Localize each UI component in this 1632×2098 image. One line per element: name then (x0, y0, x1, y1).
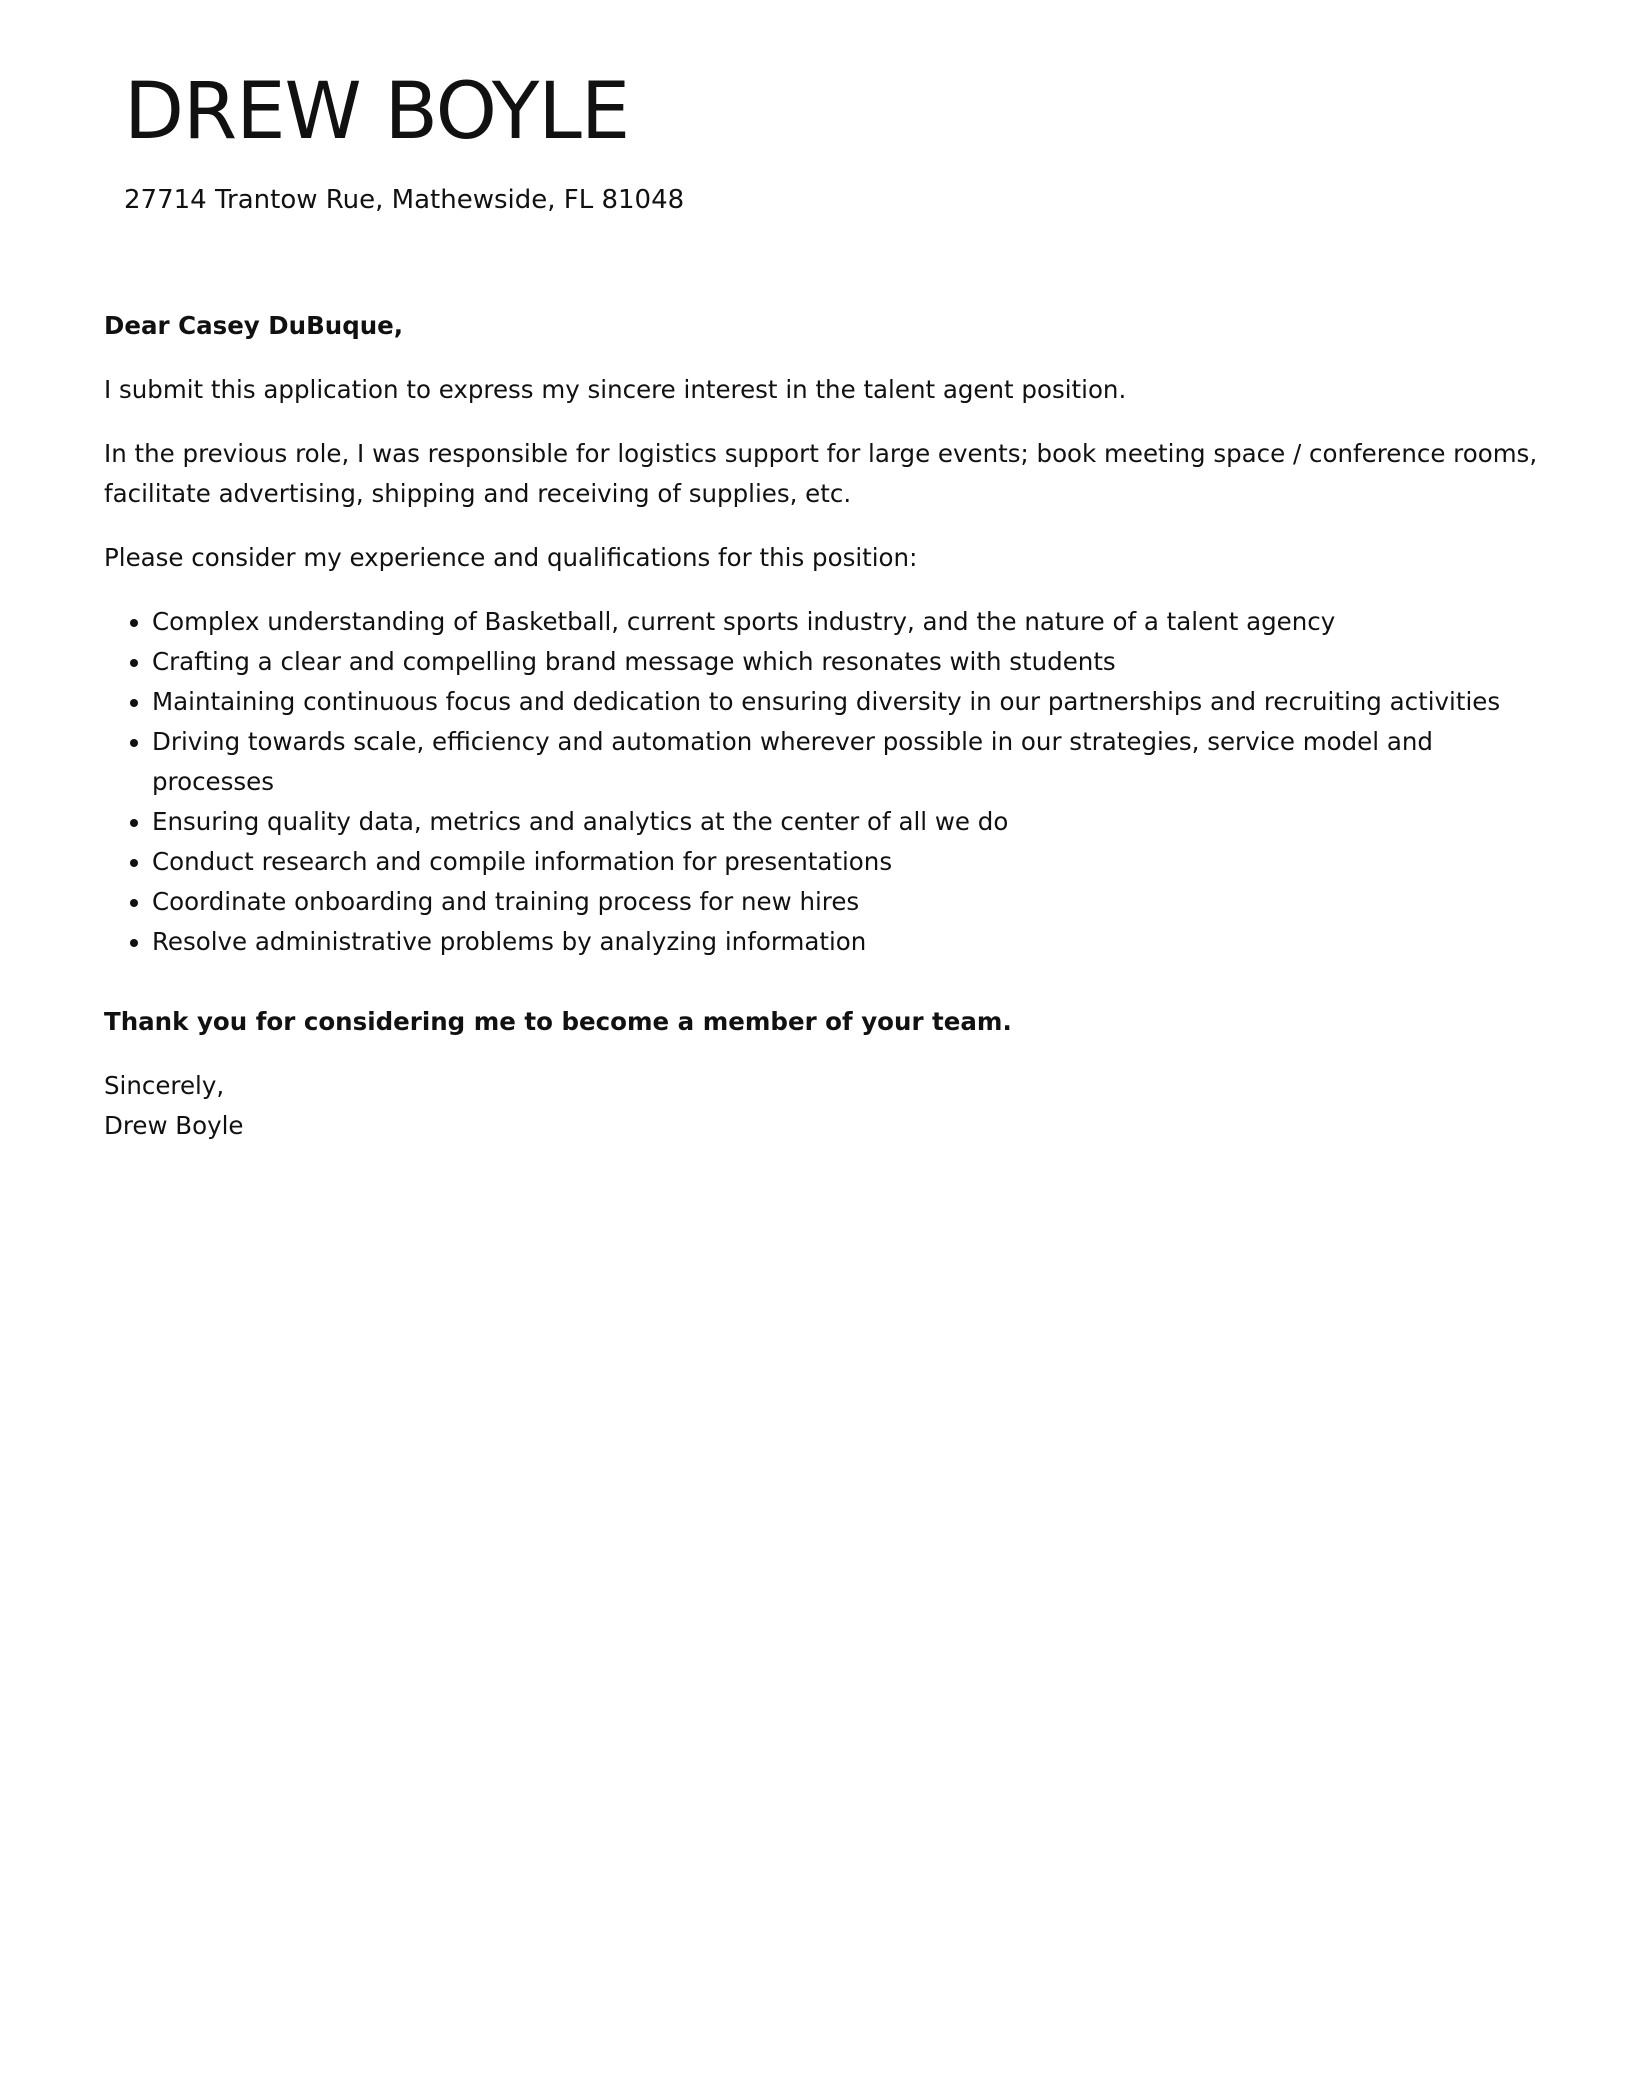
intro-paragraph: I submit this application to express my sincere interest in the talent agent position. (104, 375, 1127, 404)
greeting: Dear Casey DuBuque, (104, 311, 404, 340)
letter-header (124, 67, 685, 218)
list-item: • Crafting a clear and compelling brand message which resonates with students (152, 642, 1544, 682)
list-item: • Maintaining continuous focus and dedication to ensuring diversity in our partnerships and recruiting activities (152, 682, 1544, 722)
list-item: • Resolve administrative problems by analyzing information (152, 922, 1544, 962)
list-item: • Coordinate onboarding and training process for new hires (152, 882, 1544, 922)
letter-body (104, 306, 1544, 1146)
consider-paragraph: Please consider my experience and qualifications for this position: (104, 543, 918, 572)
previous-role-paragraph: In the previous role, I was responsible for logistics support for large events; book meeting space / conference rooms, facilitate advertising, shipping and receiving of supplies, etc. (104, 439, 1538, 508)
sign-off: Sincerely, (104, 1071, 225, 1100)
thank-you-line: Thank you for considering me to become a member of your team. (104, 1007, 1012, 1036)
signature-name: Drew Boyle (104, 1111, 244, 1140)
applicant-address: 27714 Trantow Rue, Mathewside, FL 81048 (124, 184, 685, 215)
applicant-name: DREW BOYLE (124, 67, 630, 157)
list-item: • Conduct research and compile information for presentations (152, 842, 1544, 882)
list-item: • Complex understanding of Basketball, current sports industry, and the nature of a talent agency (152, 602, 1544, 642)
list-item: • Ensuring quality data, metrics and analytics at the center of all we do (152, 802, 1544, 842)
list-item: • Driving towards scale, efficiency and automation wherever possible in our strategies, service model and processes (152, 722, 1544, 802)
qualifications-list (104, 602, 1544, 962)
